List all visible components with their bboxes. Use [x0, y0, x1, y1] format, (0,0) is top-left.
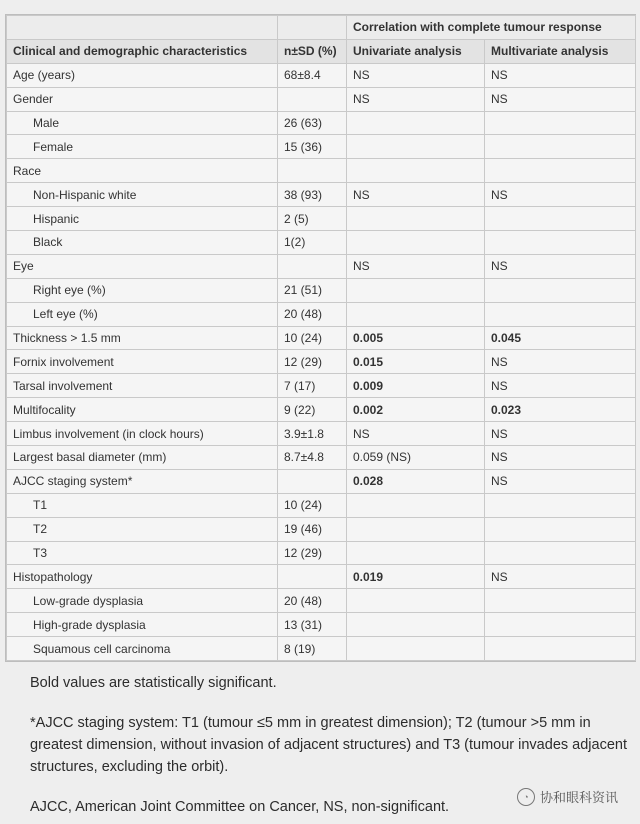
- n-sd-cell: 8.7±4.8: [278, 446, 347, 470]
- multivariate-cell: NS: [485, 374, 636, 398]
- column-header-univariate: Univariate analysis: [347, 39, 485, 63]
- univariate-cell: [347, 207, 485, 231]
- empty-header-cell: [278, 16, 347, 40]
- column-header-row: [7, 39, 636, 63]
- n-sd-cell: [278, 87, 347, 111]
- multivariate-cell: [485, 207, 636, 231]
- table-row: [7, 493, 636, 517]
- characteristic-cell: Age (years): [7, 63, 278, 87]
- characteristic-cell: Fornix involvement: [7, 350, 278, 374]
- wechat-icon: ◔: [517, 788, 535, 806]
- n-sd-cell: 2 (5): [278, 207, 347, 231]
- n-sd-cell: 9 (22): [278, 398, 347, 422]
- table-row: [7, 422, 636, 446]
- univariate-cell: 0.059 (NS): [347, 446, 485, 470]
- watermark: [517, 787, 618, 806]
- n-sd-cell: 15 (36): [278, 135, 347, 159]
- column-header-multivariate: Multivariate analysis: [485, 39, 636, 63]
- table-row: [7, 135, 636, 159]
- empty-header-cell: [7, 16, 278, 40]
- table-row: [7, 398, 636, 422]
- multivariate-cell: NS: [485, 422, 636, 446]
- ajcc-footnote: *AJCC staging system: T1 (tumour ≤5 mm in greatest dimension); T2 (tumour >5 mm in greatest dimension, without invasion of adjacent structures) and T3 (tumour invades adjacent structures, excluding the orbit).: [30, 715, 627, 775]
- univariate-cell: 0.015: [347, 350, 485, 374]
- univariate-cell: [347, 111, 485, 135]
- table-row: [7, 589, 636, 613]
- multivariate-cell: [485, 613, 636, 637]
- table-row: [7, 613, 636, 637]
- n-sd-cell: 20 (48): [278, 302, 347, 326]
- univariate-cell: NS: [347, 87, 485, 111]
- n-sd-cell: [278, 565, 347, 589]
- characteristic-cell: Right eye (%): [7, 278, 278, 302]
- univariate-cell: 0.005: [347, 326, 485, 350]
- characteristic-cell: High-grade dysplasia: [7, 613, 278, 637]
- multivariate-cell: NS: [485, 350, 636, 374]
- multivariate-cell: [485, 589, 636, 613]
- characteristic-cell: Gender: [7, 87, 278, 111]
- characteristic-cell: Black: [7, 231, 278, 255]
- multivariate-cell: [485, 637, 636, 661]
- univariate-cell: [347, 302, 485, 326]
- characteristic-cell: Hispanic: [7, 207, 278, 231]
- multivariate-cell: NS: [485, 87, 636, 111]
- univariate-cell: NS: [347, 183, 485, 207]
- n-sd-cell: 68±8.4: [278, 63, 347, 87]
- column-header-characteristics: Clinical and demographic characteristics: [7, 39, 278, 63]
- characteristic-cell: Tarsal involvement: [7, 374, 278, 398]
- table-row: [7, 517, 636, 541]
- univariate-cell: [347, 135, 485, 159]
- table-row: [7, 207, 636, 231]
- multivariate-cell: 0.045: [485, 326, 636, 350]
- results-table-container: [5, 14, 636, 662]
- table-row: [7, 637, 636, 661]
- n-sd-cell: 21 (51): [278, 278, 347, 302]
- table-body: [7, 63, 636, 660]
- characteristic-cell: T1: [7, 493, 278, 517]
- univariate-cell: [347, 541, 485, 565]
- characteristic-cell: Histopathology: [7, 565, 278, 589]
- characteristic-cell: Limbus involvement (in clock hours): [7, 422, 278, 446]
- table-row: [7, 111, 636, 135]
- n-sd-cell: 8 (19): [278, 637, 347, 661]
- n-sd-cell: 7 (17): [278, 374, 347, 398]
- univariate-cell: NS: [347, 63, 485, 87]
- multivariate-cell: [485, 159, 636, 183]
- characteristic-cell: Multifocality: [7, 398, 278, 422]
- univariate-cell: [347, 493, 485, 517]
- column-header-n: n±SD (%): [278, 39, 347, 63]
- table-row: [7, 565, 636, 589]
- n-sd-cell: 10 (24): [278, 493, 347, 517]
- characteristic-cell: T3: [7, 541, 278, 565]
- n-sd-cell: 13 (31): [278, 613, 347, 637]
- multivariate-cell: [485, 302, 636, 326]
- n-sd-cell: [278, 469, 347, 493]
- table-row: [7, 302, 636, 326]
- multivariate-cell: NS: [485, 446, 636, 470]
- univariate-cell: NS: [347, 254, 485, 278]
- results-table: [6, 15, 636, 661]
- characteristic-cell: Largest basal diameter (mm): [7, 446, 278, 470]
- univariate-cell: NS: [347, 422, 485, 446]
- univariate-cell: [347, 231, 485, 255]
- group-header-row: [7, 16, 636, 40]
- n-sd-cell: 12 (29): [278, 350, 347, 374]
- table-row: [7, 231, 636, 255]
- multivariate-cell: [485, 493, 636, 517]
- characteristic-cell: Squamous cell carcinoma: [7, 637, 278, 661]
- n-sd-cell: 3.9±1.8: [278, 422, 347, 446]
- multivariate-cell: [485, 541, 636, 565]
- characteristic-cell: AJCC staging system*: [7, 469, 278, 493]
- characteristic-cell: Race: [7, 159, 278, 183]
- multivariate-cell: NS: [485, 254, 636, 278]
- multivariate-cell: NS: [485, 469, 636, 493]
- characteristic-cell: Female: [7, 135, 278, 159]
- n-sd-cell: 38 (93): [278, 183, 347, 207]
- characteristic-cell: Low-grade dysplasia: [7, 589, 278, 613]
- n-sd-cell: [278, 254, 347, 278]
- univariate-cell: 0.002: [347, 398, 485, 422]
- univariate-cell: [347, 517, 485, 541]
- n-sd-cell: 26 (63): [278, 111, 347, 135]
- characteristic-cell: T2: [7, 517, 278, 541]
- characteristic-cell: Male: [7, 111, 278, 135]
- n-sd-cell: 19 (46): [278, 517, 347, 541]
- univariate-cell: 0.019: [347, 565, 485, 589]
- characteristic-cell: Left eye (%): [7, 302, 278, 326]
- n-sd-cell: 10 (24): [278, 326, 347, 350]
- abbreviations-note: AJCC, American Joint Committee on Cancer, NS, non-significant.: [30, 799, 450, 815]
- multivariate-cell: [485, 278, 636, 302]
- univariate-cell: [347, 159, 485, 183]
- characteristic-cell: Non-Hispanic white: [7, 183, 278, 207]
- characteristic-cell: Eye: [7, 254, 278, 278]
- table-row: [7, 254, 636, 278]
- characteristic-cell: Thickness > 1.5 mm: [7, 326, 278, 350]
- univariate-cell: [347, 637, 485, 661]
- univariate-cell: [347, 589, 485, 613]
- univariate-cell: [347, 278, 485, 302]
- n-sd-cell: 20 (48): [278, 589, 347, 613]
- multivariate-cell: [485, 231, 636, 255]
- table-row: [7, 63, 636, 87]
- univariate-cell: 0.009: [347, 374, 485, 398]
- table-row: [7, 374, 636, 398]
- table-row: [7, 326, 636, 350]
- bold-values-note: Bold values are statistically significant.: [30, 675, 277, 691]
- table-row: [7, 469, 636, 493]
- multivariate-cell: NS: [485, 183, 636, 207]
- n-sd-cell: [278, 159, 347, 183]
- n-sd-cell: 12 (29): [278, 541, 347, 565]
- multivariate-cell: [485, 517, 636, 541]
- table-row: [7, 446, 636, 470]
- table-row: [7, 278, 636, 302]
- table-row: [7, 541, 636, 565]
- group-header: Correlation with complete tumour response: [347, 16, 636, 40]
- multivariate-cell: 0.023: [485, 398, 636, 422]
- univariate-cell: 0.028: [347, 469, 485, 493]
- watermark-text: 协和眼科资讯: [539, 790, 618, 805]
- table-row: [7, 183, 636, 207]
- univariate-cell: [347, 613, 485, 637]
- multivariate-cell: NS: [485, 565, 636, 589]
- multivariate-cell: NS: [485, 63, 636, 87]
- table-row: [7, 159, 636, 183]
- table-row: [7, 350, 636, 374]
- multivariate-cell: [485, 111, 636, 135]
- table-row: [7, 87, 636, 111]
- n-sd-cell: 1(2): [278, 231, 347, 255]
- multivariate-cell: [485, 135, 636, 159]
